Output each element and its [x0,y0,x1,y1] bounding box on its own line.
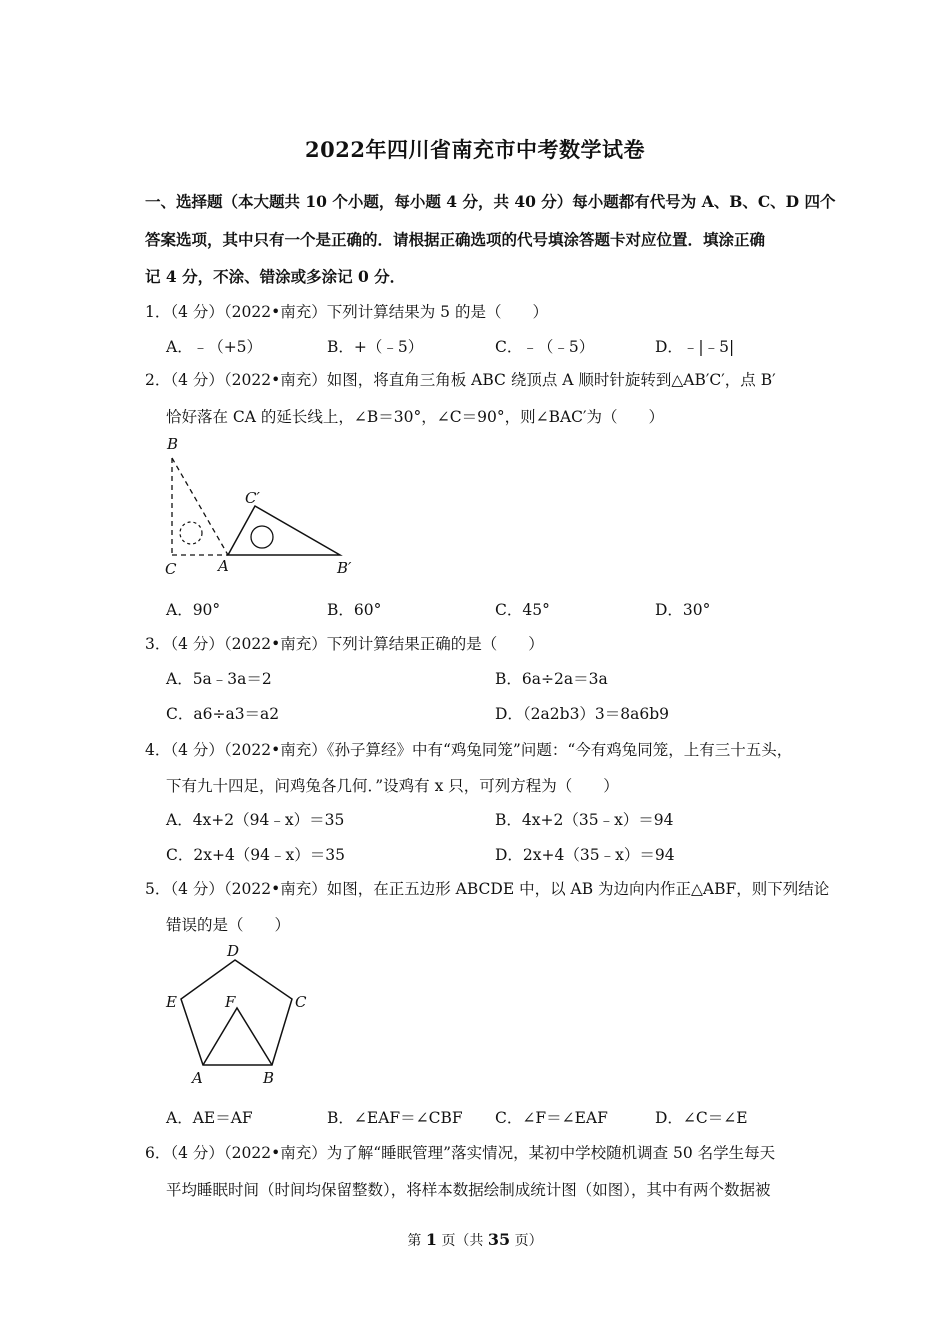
q3-option-b: B．6a÷2a＝3a [495,670,608,688]
section-header-line-1: 一、选择题（本大题共 10 个小题，每小题 4 分，共 40 分）每小题都有代号为 A、B、C、D 四个 [145,192,836,211]
q1-stem: 1．（4 分）（2022•南充）下列计算结果为 5 的是（ ） [145,303,548,321]
q5-option-c: C．∠F＝∠EAF [495,1109,608,1127]
q5-label-d: D [227,942,240,960]
section-header-line-2: 答案选项，其中只有一个是正确的．请根据正确选项的代号填涂答题卡对应位置．填涂正确 [145,230,766,249]
q1-option-d: D．﹣|﹣5| [655,338,735,356]
footer-prefix: 第 [407,1233,422,1249]
q1-option-c: C．﹣（﹣5） [495,338,595,356]
q4-option-c: C．2x+4（94﹣x）＝35 [166,846,345,864]
q2-option-b: B．60° [327,601,382,619]
q2-dashed-circle [180,522,202,544]
q2-label-c: C [165,560,177,578]
q5-pentagon-figure [155,938,325,1093]
q3-stem: 3．（4 分）（2022•南充）下列计算结果正确的是（ ） [145,635,544,653]
q2-label-a: A [218,557,229,575]
q2-label-b-prime: B′ [337,559,352,577]
q5-stem-line-2: 错误的是（ ） [166,916,291,934]
q2-dashed-side-ba [172,458,228,555]
q5-stem-line-1: 5．（4 分）（2022•南充）如图，在正五边形 ABCDE 中，以 AB 为边向内作正△ABF，则下列结论 [145,880,830,898]
q6-stem-line-1: 6．（4 分）（2022•南充）为了解“睡眠管理”落实情况，某初中学校随机调查 50 名学生每天 [145,1144,776,1162]
page-title: 2022年四川省南充市中考数学试卷 [305,137,645,162]
q5-label-a: A [192,1069,203,1087]
q3-option-d: D．（2a2b3）3＝8a6b9 [495,705,670,723]
q5-option-b: B．∠EAF＝∠CBF [327,1109,463,1127]
q2-stem-line-1: 2．（4 分）（2022•南充）如图，将直角三角板 ABC 绕顶点 A 顺时针旋转到△AB′C′，点 B′ [145,371,776,389]
footer-suffix: 页） [514,1233,543,1249]
q4-option-d: D．2x+4（35﹣x）＝94 [495,846,675,864]
q5-pentagon [181,960,292,1065]
q3-option-a: A．5a﹣3a＝2 [166,670,272,688]
q5-label-c: C [295,993,307,1011]
q2-label-c-prime: C′ [245,489,260,507]
q5-option-d: D．∠C＝∠E [655,1109,748,1127]
q4-option-b: B．4x+2（35﹣x）＝94 [495,811,674,829]
q5-inner-triangle [203,1008,272,1065]
q2-option-c: C．45° [495,601,550,619]
q1-option-b: B．+（﹣5） [327,338,424,356]
q6-stem-line-2: 平均睡眠时间（时间均保留整数），将样本数据绘制成统计图（如图），其中有两个数据被 [166,1181,771,1199]
q4-option-a: A．4x+2（94﹣x）＝35 [166,811,345,829]
q2-rotated-triangle [228,506,340,555]
q5-label-f: F [225,993,236,1011]
q2-label-b: B [167,435,179,453]
q1-option-a: A．﹣（+5） [166,338,263,356]
footer-page-number: 1 [425,1230,437,1249]
q5-option-a: A．AE＝AF [166,1109,253,1127]
q2-stem-line-2: 恰好落在 CA 的延长线上，∠B＝30°，∠C＝90°，则∠BAC′为（ ） [166,408,665,426]
q5-label-b: B [263,1069,275,1087]
page-footer [0,1230,950,1250]
q4-stem-line-2: 下有九十四足，问鸡兔各几何．”设鸡有 x 只，可列方程为（ ） [166,777,619,795]
q2-solid-circle [251,526,273,548]
q2-option-a: A．90° [166,601,221,619]
q3-option-c: C．a6÷a3＝a2 [166,705,280,723]
q4-stem-line-1: 4．（4 分）（2022•南充）《孙子算经》中有“鸡兔同笼”问题：“今有鸡兔同笼，上有三十五头， [145,741,793,759]
q2-triangle-figure [155,430,375,580]
q5-label-e: E [166,993,177,1011]
section-header-line-3: 记 4 分，不涂、错涂或多涂记 0 分． [145,267,406,286]
footer-total-pages: 35 [487,1230,511,1249]
q2-option-d: D．30° [655,601,711,619]
footer-mid: 页（共 [441,1233,484,1249]
